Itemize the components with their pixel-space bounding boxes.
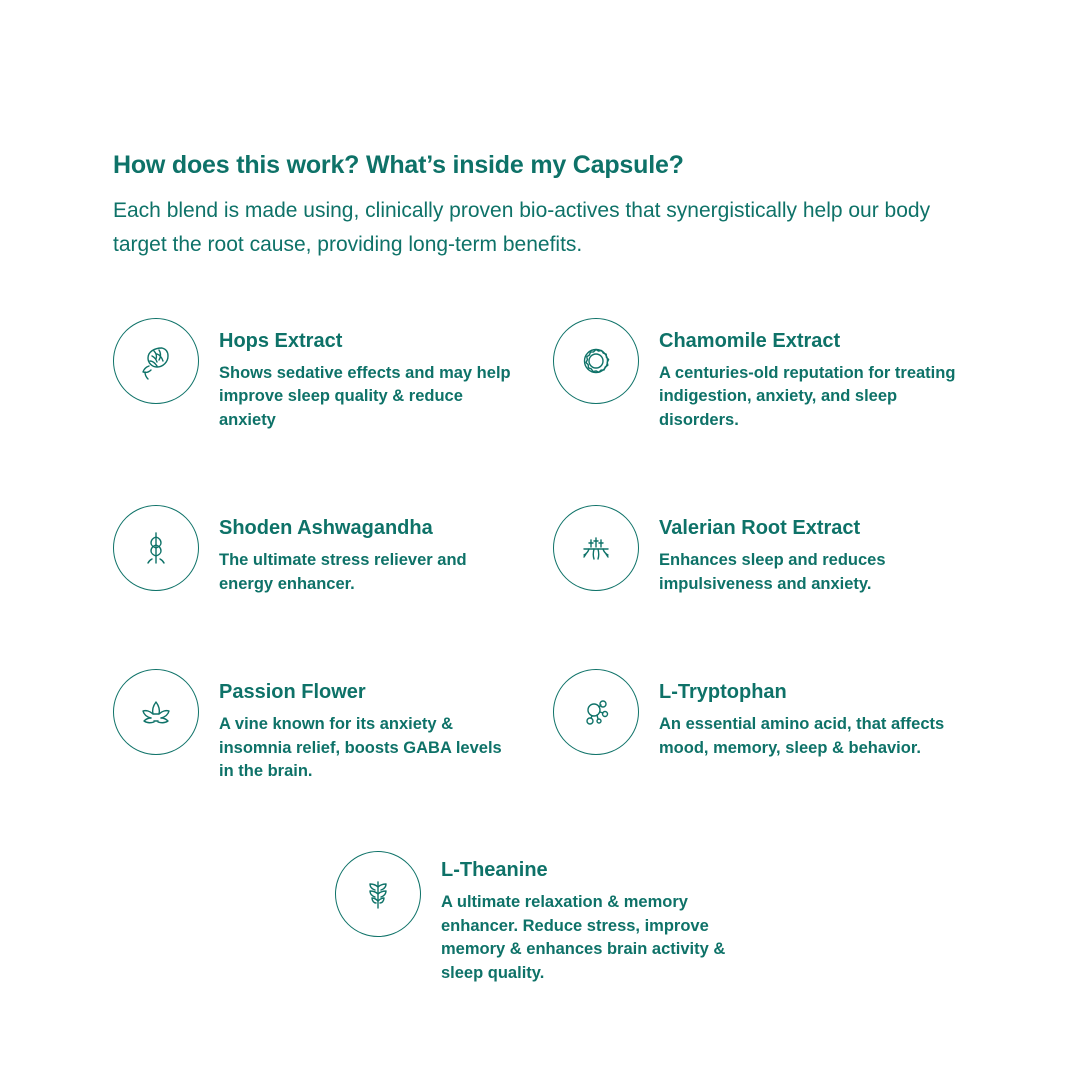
ingredient-row xyxy=(113,318,993,432)
ingredient-text xyxy=(659,505,959,596)
passion-flower-icon xyxy=(113,669,199,755)
ingredient-title: L-Theanine xyxy=(441,859,548,882)
ashwagandha-icon xyxy=(113,505,199,591)
ingredient-row xyxy=(335,851,1080,985)
ingredient-title: Hops Extract xyxy=(219,330,343,352)
ingredient-text xyxy=(219,669,519,783)
ingredient-title: Shoden Ashwagandha xyxy=(219,517,433,540)
hops-icon xyxy=(113,318,199,404)
ingredient-title: Valerian Root Extract xyxy=(659,517,861,540)
molecule-icon xyxy=(553,669,639,755)
ingredient-text xyxy=(441,851,731,985)
page-title: How does this work? What’s inside my Capsule? xyxy=(113,151,684,179)
ingredient-description: A vine known for its anxiety & insomnia relief, boosts GABA levels in the brain. xyxy=(219,715,502,780)
ingredient-item-chamomile-extract xyxy=(553,318,993,432)
ingredient-description: A ultimate relaxation & memory enhancer. Reduce stress, improve memory & enhances brain activity & sleep quality. xyxy=(441,893,726,982)
ingredient-row xyxy=(113,669,993,783)
ingredient-text xyxy=(219,318,519,432)
ingredient-item-shoden-ashwagandha xyxy=(113,505,553,596)
ingredient-title: Passion Flower xyxy=(219,681,366,704)
ingredient-grid xyxy=(113,318,993,985)
tea-leaf-icon xyxy=(335,851,421,937)
ingredient-item-hops-extract xyxy=(113,318,553,432)
ingredient-text xyxy=(659,669,959,760)
ingredient-title: Chamomile Extract xyxy=(659,330,841,352)
ingredient-description: An essential amino acid, that affects mood, memory, sleep & behavior. xyxy=(659,715,945,757)
page-subtitle: Each blend is made using, clinically proven bio-actives that synergistically help our body target the root cause, providing long-term benefits. xyxy=(113,199,931,256)
chamomile-icon xyxy=(553,318,639,404)
ingredient-description: A centuries-old reputation for treating indigestion, anxiety, and sleep disorders. xyxy=(659,364,956,429)
ingredient-item-valerian-root-extract xyxy=(553,505,993,596)
ingredient-text xyxy=(659,318,959,432)
ingredient-item-l-theanine xyxy=(335,851,1080,985)
ingredient-title: L-Tryptophan xyxy=(659,681,787,704)
ingredient-row xyxy=(113,505,993,596)
ingredient-item-l-tryptophan xyxy=(553,669,993,783)
ingredient-item-passion-flower xyxy=(113,669,553,783)
ingredient-description: The ultimate stress reliever and energy enhancer. xyxy=(219,551,467,593)
ingredient-description: Shows sedative effects and may help improve sleep quality & reduce anxiety xyxy=(219,364,511,429)
valerian-root-icon xyxy=(553,505,639,591)
ingredient-text xyxy=(219,505,519,596)
header xyxy=(113,150,993,261)
ingredient-description: Enhances sleep and reduces impulsiveness and anxiety. xyxy=(659,551,886,593)
